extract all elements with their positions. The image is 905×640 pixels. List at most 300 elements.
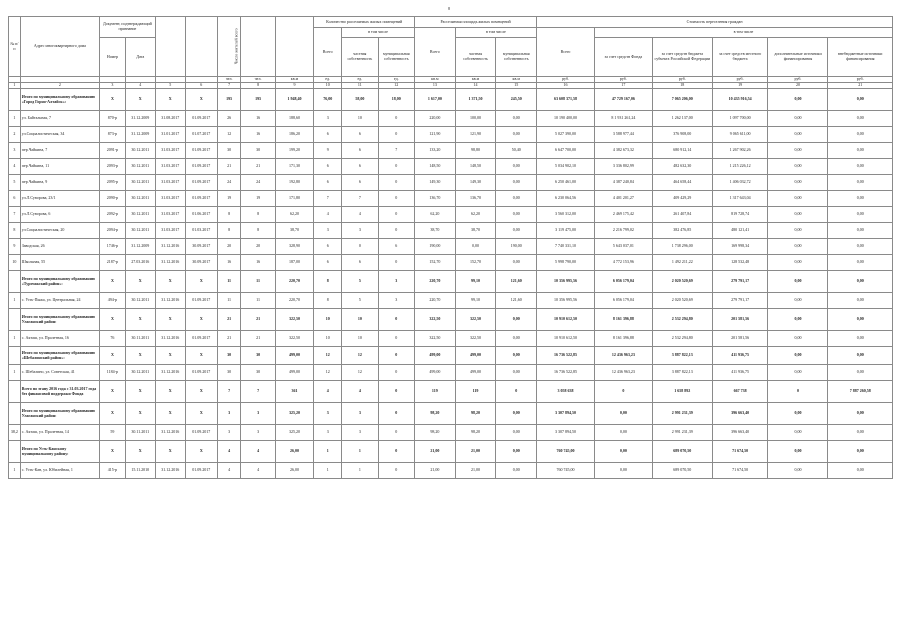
table-cell: 8 1 931 261,24 bbox=[594, 111, 652, 127]
table-cell: 4 bbox=[241, 463, 275, 479]
table-cell: 8 161 396,88 bbox=[594, 309, 652, 331]
table-cell: 0 bbox=[768, 381, 828, 403]
table-cell: 7 bbox=[378, 143, 414, 159]
table-cell: X bbox=[185, 89, 217, 111]
table-cell: 119 bbox=[455, 381, 496, 403]
table-cell: 870-р bbox=[100, 111, 126, 127]
table-cell: X bbox=[100, 271, 126, 293]
table-cell: 100,00 bbox=[455, 111, 496, 127]
table-cell: 0,00 bbox=[828, 293, 893, 309]
table-cell: 30.12.2011 bbox=[125, 143, 155, 159]
table-cell: X bbox=[100, 441, 126, 463]
table-cell: 1 948,40 bbox=[275, 89, 314, 111]
table-cell: 10 356 995,56 bbox=[537, 271, 595, 293]
table-cell: 3 bbox=[217, 425, 241, 441]
table-cell bbox=[9, 441, 21, 463]
table-row bbox=[9, 143, 893, 159]
table-cell: 0,00 bbox=[496, 347, 537, 365]
table-cell: 31.12.2009 bbox=[125, 111, 155, 127]
table-row bbox=[9, 425, 893, 441]
header-area-incl: в том числе bbox=[455, 28, 536, 38]
table-cell: 0,00 bbox=[768, 223, 828, 239]
table-cell: 2092-р bbox=[100, 207, 126, 223]
table-row bbox=[9, 239, 893, 255]
table-cell: 62,20 bbox=[275, 207, 314, 223]
header-rooms-group: Количество расселяемых жилых помещений bbox=[314, 17, 415, 28]
table-cell: 98,20 bbox=[455, 425, 496, 441]
table-cell: 47 729 167,06 bbox=[594, 89, 652, 111]
header-no: № п/п bbox=[9, 17, 21, 77]
table-cell: 01.09.2017 bbox=[185, 143, 217, 159]
table-cell: 31.01.2017 bbox=[155, 127, 185, 143]
table-cell: пер.Чайкина, 11 bbox=[20, 159, 99, 175]
table-cell: 361 bbox=[275, 381, 314, 403]
table-cell: 376 908,00 bbox=[652, 127, 712, 143]
table-cell: Итого по муниципальному образованию Улаганский район: bbox=[20, 309, 99, 331]
table-cell: 7 740 331,10 bbox=[537, 239, 595, 255]
table-cell: 0,00 bbox=[828, 89, 893, 111]
table-cell: 136,70 bbox=[414, 191, 455, 207]
table-cell: 30.12.2011 bbox=[125, 175, 155, 191]
unit-cell: руб. bbox=[712, 77, 768, 83]
table-cell: 328,90 bbox=[275, 239, 314, 255]
table-cell: 0 bbox=[378, 207, 414, 223]
column-number-cell: 2 bbox=[20, 83, 99, 89]
table-cell: 18,00 bbox=[378, 89, 414, 111]
table-cell: 0,00 bbox=[768, 331, 828, 347]
table-cell: X bbox=[155, 381, 185, 403]
table-cell: 149,30 bbox=[455, 175, 496, 191]
table-cell: 499,00 bbox=[455, 347, 496, 365]
table-cell: 1 bbox=[314, 463, 342, 479]
table-cell: 30.12.2011 bbox=[125, 365, 155, 381]
table-cell: 98,80 bbox=[455, 143, 496, 159]
header-rooms-private: частная собственность bbox=[342, 38, 378, 77]
table-cell: 8 bbox=[241, 207, 275, 223]
column-number-cell: 17 bbox=[594, 83, 652, 89]
table-cell: Итого по муниципальному образованию «Турочакский район»: bbox=[20, 271, 99, 293]
table-cell: 5 998 790,00 bbox=[537, 255, 595, 271]
table-cell: 2091-р bbox=[100, 143, 126, 159]
table-cell: 1 262 137,00 bbox=[652, 111, 712, 127]
table-cell: 760 745,00 bbox=[537, 441, 595, 463]
table-cell: 322,50 bbox=[414, 309, 455, 331]
table-cell: 499,00 bbox=[275, 365, 314, 381]
unit-cell: ед. bbox=[314, 77, 342, 83]
table-cell: 10 bbox=[9, 255, 21, 271]
table-cell: 12 bbox=[314, 347, 342, 365]
table-cell: 6 056 179,04 bbox=[594, 271, 652, 293]
table-cell: 0,00 bbox=[496, 175, 537, 191]
table-cell: X bbox=[100, 309, 126, 331]
table-cell: 201 581,56 bbox=[712, 309, 768, 331]
table-cell: 26,00 bbox=[275, 441, 314, 463]
table-cell: 325,20 bbox=[275, 403, 314, 425]
table-cell: 16 736 522,85 bbox=[537, 365, 595, 381]
table-cell: 220,70 bbox=[414, 271, 455, 293]
table-cell: X bbox=[185, 441, 217, 463]
table-cell: 30 bbox=[217, 347, 241, 365]
table-cell bbox=[9, 309, 21, 331]
summary-row bbox=[9, 271, 893, 293]
table-cell: 0 bbox=[496, 381, 537, 403]
table-cell: 76,00 bbox=[314, 89, 342, 111]
table-cell: Итого по муниципальному образованию «Город Горно-Алтайск»: bbox=[20, 89, 99, 111]
summary-row bbox=[9, 403, 893, 425]
table-cell: 0 bbox=[342, 239, 378, 255]
table-cell: 10 bbox=[314, 309, 342, 331]
table-cell: 6 056 179,04 bbox=[594, 293, 652, 309]
table-cell: ул. Байтальная, 7 bbox=[20, 111, 99, 127]
table-cell: 0,00 bbox=[828, 175, 893, 191]
table-cell: 26,00 bbox=[275, 463, 314, 479]
table-cell: 12 436 963,23 bbox=[594, 347, 652, 365]
table-cell: X bbox=[125, 309, 155, 331]
table-cell bbox=[9, 381, 21, 403]
column-number-cell: 21 bbox=[828, 83, 893, 89]
table-cell: 98,20 bbox=[414, 425, 455, 441]
table-cell: 0 bbox=[378, 159, 414, 175]
table-cell: 186,20 bbox=[275, 127, 314, 143]
table-cell: 494-р bbox=[100, 293, 126, 309]
table-cell: 0,00 bbox=[768, 175, 828, 191]
table-cell: 50,40 bbox=[496, 143, 537, 159]
table-cell: 3 887 822,13 bbox=[652, 365, 712, 381]
table-cell: 6 bbox=[342, 127, 378, 143]
table-cell: 30 bbox=[241, 365, 275, 381]
table-cell: 21,00 bbox=[414, 463, 455, 479]
table-row bbox=[9, 159, 893, 175]
table-cell: 30 bbox=[241, 143, 275, 159]
table-cell: 0,00 bbox=[496, 255, 537, 271]
table-cell: 0,00 bbox=[828, 223, 893, 239]
table-cell: 11 bbox=[217, 271, 241, 293]
table-cell: 0,00 bbox=[496, 365, 537, 381]
table-cell: 1 bbox=[9, 463, 21, 479]
table-cell: 01.09.2017 bbox=[185, 293, 217, 309]
table-cell: 0,00 bbox=[455, 239, 496, 255]
header-cost-incl: в том числе bbox=[594, 28, 892, 38]
table-body bbox=[9, 89, 893, 479]
table-cell: 411 936,75 bbox=[712, 347, 768, 365]
table-cell: 3 887 822,13 bbox=[652, 347, 712, 365]
table-cell: X bbox=[185, 347, 217, 365]
table-row bbox=[9, 463, 893, 479]
table-cell: 8 bbox=[9, 223, 21, 239]
column-number-cell: 8 bbox=[241, 83, 275, 89]
table-cell: 192,80 bbox=[275, 175, 314, 191]
table-cell: 1 738 296,00 bbox=[652, 239, 712, 255]
table-cell: 0,00 bbox=[496, 441, 537, 463]
table-cell: 2187-р bbox=[100, 255, 126, 271]
table-cell: 2093-р bbox=[100, 159, 126, 175]
table-cell: 21 bbox=[217, 331, 241, 347]
table-cell: Итого по муниципальному образованию «Шебалинский район»: bbox=[20, 347, 99, 365]
table-cell: 0,00 bbox=[594, 463, 652, 479]
table-cell: X bbox=[100, 89, 126, 111]
table-cell: 0,00 bbox=[768, 191, 828, 207]
unit-cell: чел. bbox=[217, 77, 241, 83]
table-cell: Итого по муниципальному образованию Улаганский район: bbox=[20, 403, 99, 425]
table-cell: 1 bbox=[9, 365, 21, 381]
table-cell: 3 bbox=[342, 223, 378, 239]
header-residents: Число жителей всего bbox=[217, 17, 241, 77]
table-cell: X bbox=[125, 271, 155, 293]
column-number-cell: 16 bbox=[537, 83, 595, 89]
table-cell: 6 bbox=[342, 175, 378, 191]
table-cell: 4 bbox=[342, 207, 378, 223]
table-cell: X bbox=[100, 381, 126, 403]
header-doc-date: Дата bbox=[125, 38, 155, 77]
header-residents-plan bbox=[241, 17, 275, 77]
table-cell: 0,00 bbox=[828, 127, 893, 143]
table-cell: 8 bbox=[217, 223, 241, 239]
table-cell: X bbox=[155, 441, 185, 463]
table-cell: 01.09.2017 bbox=[185, 175, 217, 191]
table-cell: 136,70 bbox=[455, 191, 496, 207]
table-cell: 322,50 bbox=[275, 309, 314, 331]
table-cell: с. Акташ, ул. Пролетная, 14 bbox=[20, 425, 99, 441]
table-cell: 16 bbox=[241, 255, 275, 271]
table-cell bbox=[9, 271, 21, 293]
table-cell: 6 bbox=[342, 159, 378, 175]
table-cell: пер.Чайкина, 9 bbox=[20, 175, 99, 191]
table-cell: 3 560 312,00 bbox=[537, 207, 595, 223]
table-cell: 3 bbox=[314, 425, 342, 441]
table-cell: 19 bbox=[217, 191, 241, 207]
summary-row bbox=[9, 441, 893, 463]
table-cell: 6 bbox=[314, 255, 342, 271]
table-cell: 20 bbox=[241, 239, 275, 255]
table-cell: 6 bbox=[314, 127, 342, 143]
table-cell: 149,30 bbox=[414, 175, 455, 191]
summary-row bbox=[9, 381, 893, 403]
table-cell: 4 401 201,27 bbox=[594, 191, 652, 207]
table-cell: 0,00 bbox=[828, 271, 893, 293]
table-cell: 21,00 bbox=[414, 441, 455, 463]
table-cell: пер.Чайкина, 7 bbox=[20, 143, 99, 159]
header-doc-no: Номер bbox=[100, 38, 126, 77]
table-cell: 31.12.2009 bbox=[125, 127, 155, 143]
column-number-cell: 4 bbox=[125, 83, 155, 89]
table-cell: 31.03.2017 bbox=[155, 223, 185, 239]
table-cell: 0,00 bbox=[768, 111, 828, 127]
table-cell: X bbox=[185, 403, 217, 425]
table-cell: 01.07.2017 bbox=[185, 127, 217, 143]
table-cell: 31.12.2016 bbox=[155, 331, 185, 347]
table-cell: 30.11.2011 bbox=[125, 425, 155, 441]
table-cell: 12 bbox=[342, 347, 378, 365]
table-cell: 31.12.2009 bbox=[125, 239, 155, 255]
table-cell: 6 bbox=[314, 159, 342, 175]
table-cell: 0,00 bbox=[496, 425, 537, 441]
table-cell: 322,50 bbox=[455, 309, 496, 331]
table-cell: 3 588 977,44 bbox=[594, 127, 652, 143]
table-cell: 4 bbox=[217, 441, 241, 463]
table-cell: 499,00 bbox=[275, 347, 314, 365]
unit-cell: руб. bbox=[768, 77, 828, 83]
table-cell: 0 bbox=[378, 111, 414, 127]
table-cell: 0,00 bbox=[496, 223, 537, 239]
table-cell: 411 936,75 bbox=[712, 365, 768, 381]
table-cell: 1746-р bbox=[100, 239, 126, 255]
table-cell: 0,00 bbox=[828, 309, 893, 331]
table-cell bbox=[9, 347, 21, 365]
column-number-cell: 6 bbox=[185, 83, 217, 89]
table-cell: 0 bbox=[378, 347, 414, 365]
table-cell: 98,20 bbox=[455, 403, 496, 425]
table-cell: 6 bbox=[342, 255, 378, 271]
table-cell: 1 bbox=[9, 111, 21, 127]
table-cell: X bbox=[125, 403, 155, 425]
table-cell: 58,00 bbox=[342, 89, 378, 111]
table-cell: 2 216 799,02 bbox=[594, 223, 652, 239]
table-cell: 171,80 bbox=[275, 191, 314, 207]
table-cell: 10 bbox=[314, 331, 342, 347]
table-cell: 0,00 bbox=[828, 347, 893, 365]
table-cell: 21,00 bbox=[455, 441, 496, 463]
table-cell: 30.09.2017 bbox=[185, 255, 217, 271]
table-cell: 220,70 bbox=[275, 293, 314, 309]
table-cell: 10 bbox=[342, 331, 378, 347]
table-cell: 0,00 bbox=[828, 143, 893, 159]
unit-cell: кв.м bbox=[455, 77, 496, 83]
table-cell: 0 bbox=[378, 255, 414, 271]
table-cell: 0,00 bbox=[768, 347, 828, 365]
table-cell: 31.03.2017 bbox=[155, 207, 185, 223]
column-number-cell: 18 bbox=[652, 83, 712, 89]
table-cell: 16 bbox=[217, 255, 241, 271]
column-number-cell: 10 bbox=[314, 83, 342, 89]
table-cell: 30.09.2017 bbox=[185, 239, 217, 255]
header-rooms-total: Всего bbox=[314, 28, 342, 77]
table-cell: 16 bbox=[241, 127, 275, 143]
table-cell: Всего по этапу 2016 года с 31.03.2017 года без финансовой поддержки Фонда bbox=[20, 381, 99, 403]
table-cell: 1 658 892 bbox=[652, 381, 712, 403]
column-number-cell: 11 bbox=[342, 83, 378, 89]
table-cell: 99,10 bbox=[455, 293, 496, 309]
table-cell: Итого по Усть-Канскому муниципальному району: bbox=[20, 441, 99, 463]
column-number-cell: 12 bbox=[378, 83, 414, 89]
table-cell: 0 bbox=[378, 223, 414, 239]
header-area-total-col: Всего bbox=[414, 28, 455, 77]
table-cell: 6 bbox=[314, 239, 342, 255]
table-cell: 12 bbox=[314, 365, 342, 381]
table-cell: 0,00 bbox=[828, 255, 893, 271]
table-cell: 30 bbox=[241, 347, 275, 365]
table-cell: 8 bbox=[314, 293, 342, 309]
table-row bbox=[9, 207, 893, 223]
table-cell: 4 bbox=[217, 463, 241, 479]
table-cell: 4 772 153,96 bbox=[594, 255, 652, 271]
table-cell: 31.03.2017 bbox=[155, 175, 185, 191]
table-cell: 667 738 bbox=[712, 381, 768, 403]
table-cell: X bbox=[125, 347, 155, 365]
table-cell: 220,70 bbox=[414, 293, 455, 309]
table-cell: 119 bbox=[414, 381, 455, 403]
table-cell: Школьная, 55 bbox=[20, 255, 99, 271]
table-cell: 199,20 bbox=[275, 143, 314, 159]
table-cell: 322,50 bbox=[275, 331, 314, 347]
table-cell: 0 bbox=[378, 127, 414, 143]
table-cell: 0,00 bbox=[768, 403, 828, 425]
table-cell: 01.03.2017 bbox=[185, 223, 217, 239]
table-cell: 30.11.2011 bbox=[125, 331, 155, 347]
table-cell: 3 bbox=[314, 403, 342, 425]
table-cell: 0,00 bbox=[828, 441, 893, 463]
table-cell: 31.03.2017 bbox=[155, 143, 185, 159]
header-area-total bbox=[275, 17, 314, 77]
table-cell: 220,70 bbox=[275, 271, 314, 293]
column-number-cell: 19 bbox=[712, 83, 768, 89]
table-cell: 5 bbox=[9, 175, 21, 191]
table-cell: 1 bbox=[9, 331, 21, 347]
table-cell bbox=[9, 403, 21, 425]
table-cell: 0,00 bbox=[768, 159, 828, 175]
table-cell: 30.12.2011 bbox=[125, 159, 155, 175]
table-row bbox=[9, 223, 893, 239]
table-row bbox=[9, 255, 893, 271]
table-cell: 3 bbox=[378, 293, 414, 309]
table-cell: 9 065 611,00 bbox=[712, 127, 768, 143]
column-number-cell: 3 bbox=[100, 83, 126, 89]
table-cell: 20 bbox=[217, 239, 241, 255]
table-cell: X bbox=[125, 89, 155, 111]
table-cell: 99,10 bbox=[455, 271, 496, 293]
table-cell: 3 307 894,50 bbox=[537, 425, 595, 441]
table-cell: 2 991 231,39 bbox=[652, 425, 712, 441]
header-cost-extra: дополнительные источники финансирования bbox=[768, 38, 828, 77]
table-cell: 201 581,56 bbox=[712, 331, 768, 347]
table-cell: 10 bbox=[342, 111, 378, 127]
table-cell: 5 034 902,10 bbox=[537, 159, 595, 175]
table-cell: 2 bbox=[9, 127, 21, 143]
table-cell: 0 bbox=[378, 175, 414, 191]
table-cell: X bbox=[100, 403, 126, 425]
header-cost-group: Стоимость переселения граждан bbox=[537, 17, 893, 28]
table-cell: 4 bbox=[241, 441, 275, 463]
table-row bbox=[9, 127, 893, 143]
table-cell: 464 658,44 bbox=[652, 175, 712, 191]
table-cell: 12 bbox=[342, 365, 378, 381]
table-cell: 12 436 963,23 bbox=[594, 365, 652, 381]
table-cell: 10 910 612,50 bbox=[537, 331, 595, 347]
table-cell: 152,70 bbox=[455, 255, 496, 271]
table-cell: 7 bbox=[9, 207, 21, 223]
table-cell: 0,00 bbox=[496, 403, 537, 425]
table-cell: 0,00 bbox=[768, 441, 828, 463]
table-cell: 0,00 bbox=[828, 207, 893, 223]
table-cell: 11 bbox=[241, 293, 275, 309]
header-area-municipal: муниципальная собственность bbox=[496, 38, 537, 77]
page-number: 8 bbox=[448, 6, 450, 11]
header-cost-regional: за счет средств бюджета субъекта Российской Федерации bbox=[652, 38, 712, 77]
table-cell: 0,00 bbox=[594, 425, 652, 441]
table-cell: 0,00 bbox=[496, 309, 537, 331]
table-cell: 31.12.2016 bbox=[155, 463, 185, 479]
table-cell: 8 bbox=[314, 271, 342, 293]
table-cell: 4 bbox=[342, 381, 378, 403]
header-rooms-municipal: муниципальная собственность bbox=[378, 38, 414, 77]
unit-cell: руб. bbox=[594, 77, 652, 83]
table-cell: 1 bbox=[9, 293, 21, 309]
table-cell: 01.09.2017 bbox=[185, 331, 217, 347]
table-cell: 10 bbox=[342, 309, 378, 331]
table-cell: X bbox=[185, 381, 217, 403]
table-cell: 322,50 bbox=[455, 331, 496, 347]
table-cell: 2 020 520,69 bbox=[652, 293, 712, 309]
table-cell: 1 bbox=[342, 441, 378, 463]
